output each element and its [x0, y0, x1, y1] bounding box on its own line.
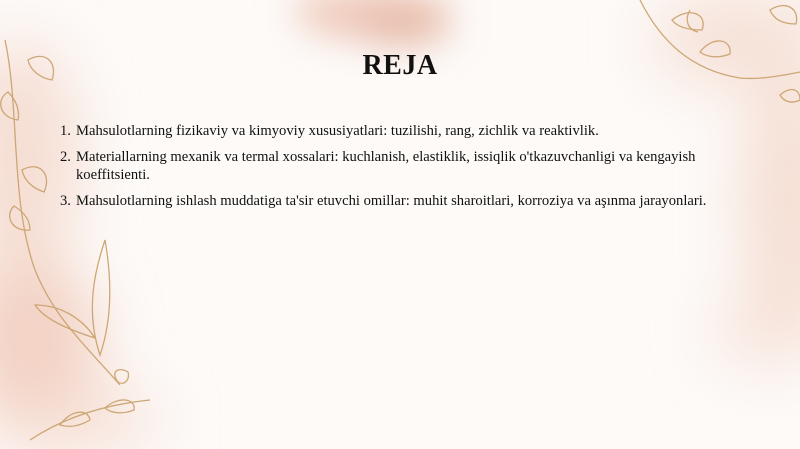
- plan-list: [60, 122, 730, 218]
- slide-title: REJA: [362, 50, 438, 81]
- left-watercolor-wash: [0, 40, 160, 449]
- list-item-text: Mahsulotlarning fizikaviy va kimyoviy xususiyatlari: tuzilishi, rang, zichlik va reaktivlik.: [76, 123, 599, 139]
- list-item-number: 1.: [60, 123, 71, 139]
- list-item-text: Mahsulotlarning ishlash muddatiga ta'sir etuvchi omillar: muhit sharoitlari, korroziya va aşınma jarayonlari.: [76, 193, 707, 209]
- list-item-number: 3.: [60, 193, 71, 209]
- list-item: [60, 148, 730, 184]
- top-watercolor-splash: [290, 0, 453, 48]
- list-item-number: 2.: [60, 149, 71, 165]
- list-item: [60, 122, 730, 140]
- list-item-text: Materiallarning mexanik va termal xossalari: kuchlanish, elastiklik, issiqlik o'tkazuvchanligi va kengayish koeffitsienti.: [76, 149, 696, 183]
- list-item: [60, 192, 730, 210]
